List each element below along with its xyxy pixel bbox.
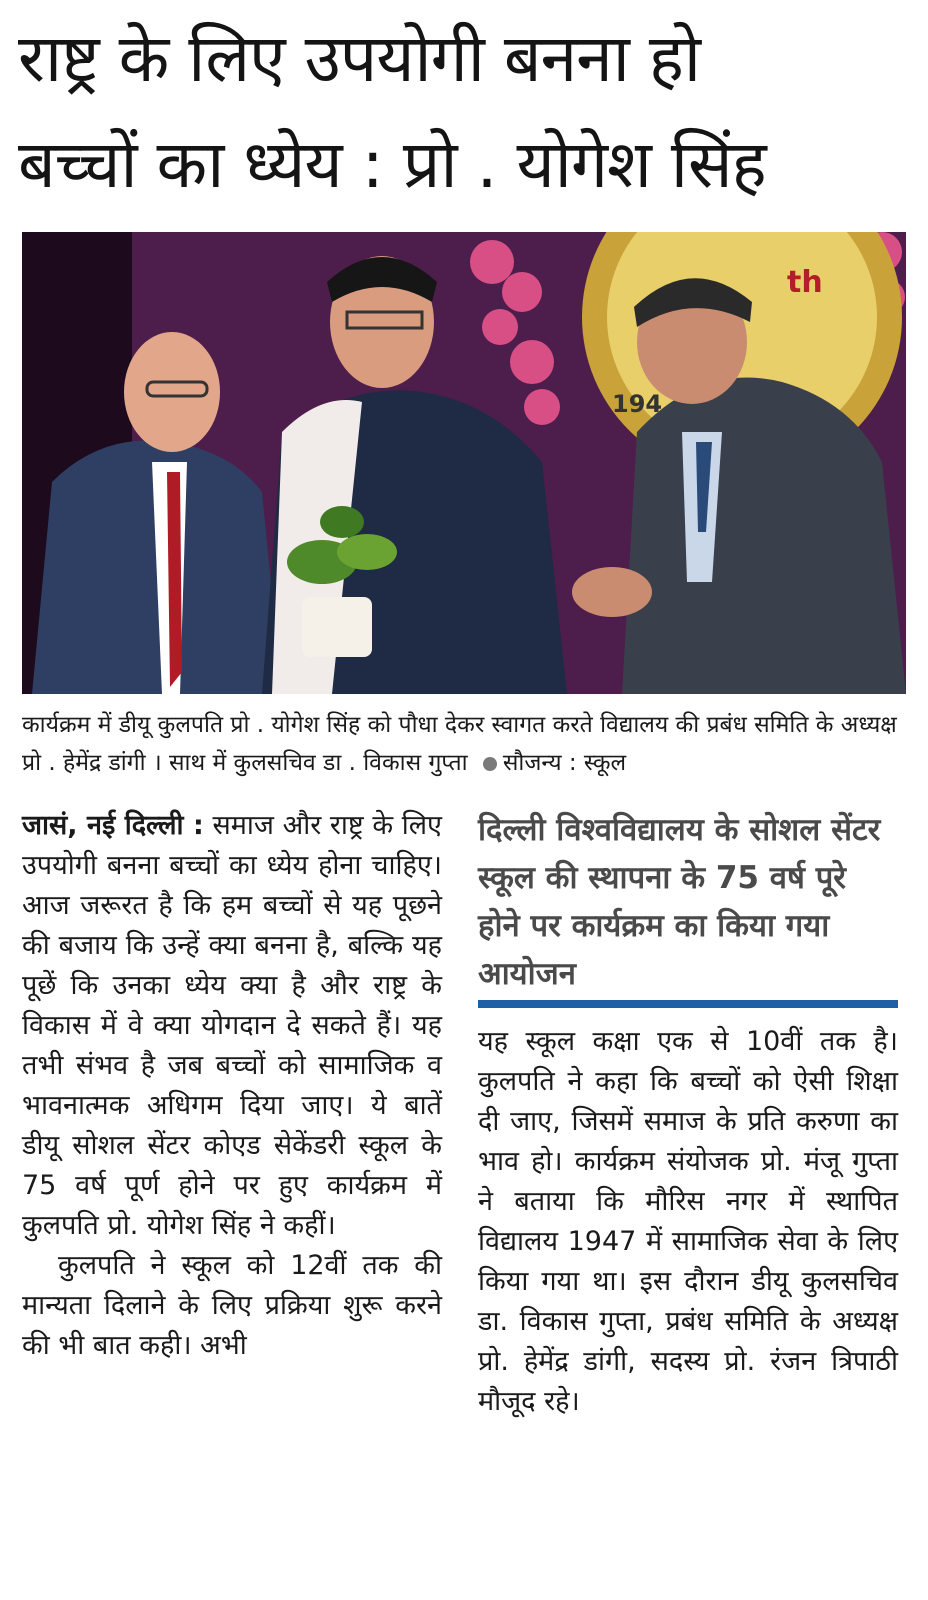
photo-illustration xyxy=(22,232,906,694)
headline-line-2: बच्चों का ध्येय : प्रो . योगेश सिंह xyxy=(18,126,766,203)
subheadline: दिल्ली विश्वविद्यालय के सोशल सेंटर स्कूल की स्थापना के 75 वर्ष पूरे होने पर कार्यक्रम का किया गया आयोजन xyxy=(478,812,881,992)
emblem-year: 194 xyxy=(612,390,663,418)
credit-text: सौजन्य : स्कूल xyxy=(502,750,627,776)
news-photo xyxy=(22,232,906,694)
article-paragraph-3: यह स्कूल कक्षा एक से 10वीं तक है। कुलपति ने कहा कि बच्चों को ऐसी शिक्षा दी जाए, जिसमें समाज के प्रति करुणा का भाव हो। कार्यक्रम संयोजक प्रो. मंजू गुप्ता ने बताया कि मौरिस नगर में स्थापित विद्यालय 1947 में सामाजिक सेवा के लिए किया गया था। इस दौरान डीयू कुलसचिव डा. विकास गुप्ता, प्रबंध समिति के अध्यक्ष प्रो. हेमेंद्र डांगी, सदस्य प्रो. रंजन त्रिपाठी मौजूद रहे। xyxy=(478,1026,898,1417)
emblem-suffix: th xyxy=(787,265,823,300)
headline-line-1: राष्ट्र के लिए उपयोगी बनना हो xyxy=(18,20,701,97)
photo-credit xyxy=(475,750,626,776)
headline xyxy=(18,6,918,218)
blue-rule-divider xyxy=(478,1000,898,1008)
article-left-column xyxy=(22,806,442,1366)
bullet-icon xyxy=(483,757,497,771)
article-paragraph-1 xyxy=(22,806,442,1246)
article-paragraph-2: कुलपति ने स्कूल को 12वीं तक की मान्यता दिलाने के लिए प्रक्रिया शुरू करने की भी बात कही। अभी xyxy=(22,1250,442,1361)
photo-caption xyxy=(22,706,912,782)
dateline: जासं, नई दिल्ली : xyxy=(22,810,204,841)
caption-text: कार्यक्रम में डीयू कुलपति प्रो . योगेश सिंह को पौधा देकर स्वागत करते विद्यालय की प्रबंध समिति के अध्यक्ष प्रो . हेमेंद्र डांगी । साथ में कुलसचिव डा . विकास गुप्ता xyxy=(22,712,897,776)
article-right-column xyxy=(478,1022,898,1422)
paragraph-1-text: समाज और राष्ट्र के लिए उपयोगी बनना बच्चों का ध्येय होना चाहिए। आज जरूरत है कि हम बच्चों से यह पूछने की बजाय कि उन्हें क्या बनना है, बल्कि यह पूछें कि उनका ध्येय क्या है और राष्ट्र के विकास में वे क्या योगदान दे सकते हैं। यह तभी संभव है जब बच्चों को सामाजिक व भावनात्मक अधिगम दिया जाए। ये बातें डीयू सोशल सेंटर कोएड सेकेंडरी स्कूल के 75 वर्ष पूर्ण होने पर हुए कार्यक्रम में कुलपति प्रो. योगेश सिंह ने कहीं। xyxy=(22,810,442,1241)
